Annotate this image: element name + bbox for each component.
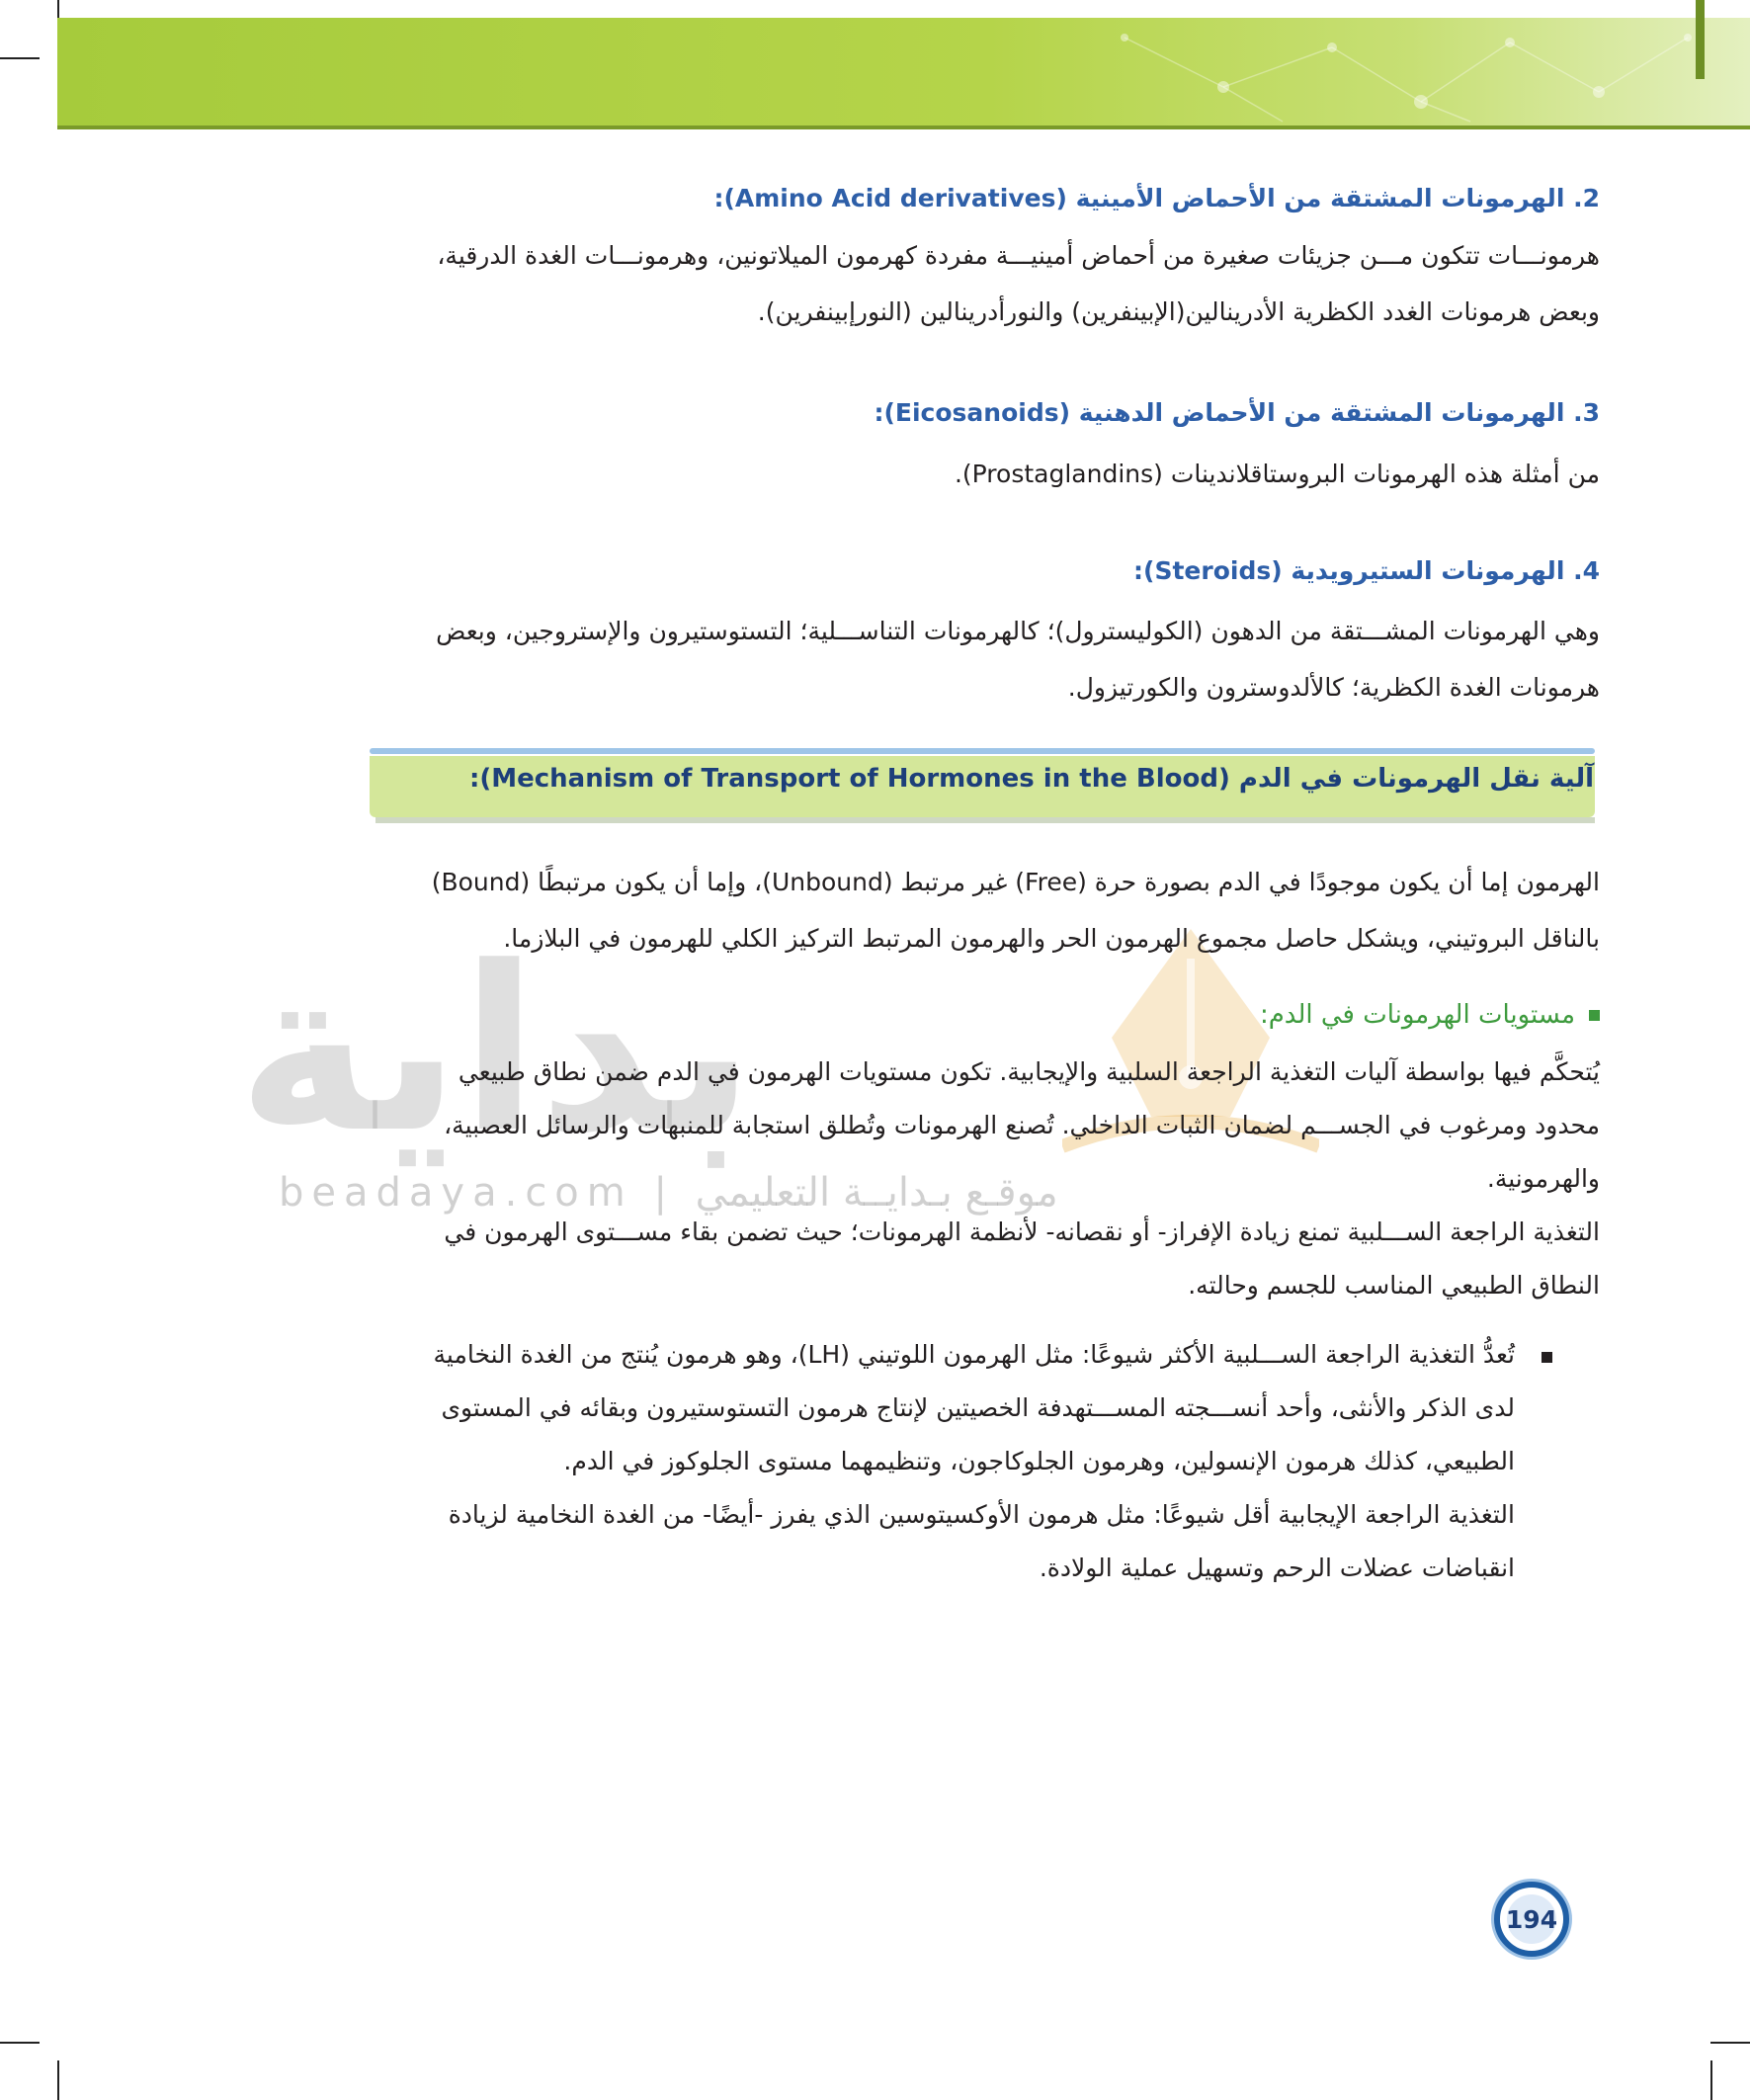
text-line: وهي الهرمونات المشـــتقة من الدهون (الكوليسترول)؛ كالهرمونات التناســـلية؛ التستوستيرون والإستروجين، وبعض — [436, 617, 1600, 645]
bullet-square-icon — [1542, 1352, 1552, 1363]
bullet-square-icon — [1589, 1010, 1600, 1021]
header-side-strip — [1696, 0, 1705, 79]
paragraph-transport — [254, 854, 1600, 966]
crop-mark — [0, 2042, 40, 2044]
paragraph-hormone-levels — [254, 1046, 1600, 1312]
header-band — [57, 18, 1750, 126]
heading-hormone-levels-text: مستويات الهرمونات في الدم: — [1259, 1000, 1575, 1030]
text-line: هرمونات الغدة الكظرية؛ كالألدوسترون والكورتيزول. — [1067, 673, 1600, 702]
heading-hormone-levels — [1260, 1000, 1600, 1030]
text-line: وبعض هرمونات الغدد الكظرية الأدرينالين(الإبينفرين) والنورأدرينالين (النورإبينفرين). — [757, 297, 1600, 326]
text-line: تُعدُّ التغذية الراجعة الســـلبية الأكثر شيوعًا: مثل الهرمون اللوتيني (LH)، وهو هرمون يُنتج من الغدة النخامية — [433, 1340, 1515, 1369]
paragraph-eicosanoids — [254, 446, 1600, 502]
page-number: 194 — [1507, 1894, 1556, 1944]
banner-shadow — [375, 817, 1595, 823]
text-line: والهرمونية. — [1486, 1164, 1600, 1193]
text-line: محدود ومرغوب في الجســـم لضمان الثبات الداخلي. تُصنع الهرمونات وتُطلق استجابة للمنبهات والرسائل العصبية، — [444, 1111, 1600, 1139]
paragraph-steroids — [254, 603, 1600, 715]
crop-mark — [1710, 2042, 1750, 2044]
heading-amino-acid: 2. الهرمونات المشتقة من الأحماض الأمينية (Amino Acid derivatives): — [713, 184, 1600, 212]
text-line: التغذية الراجعة الإيجابية أقل شيوعًا: مثل هرمون الأوكسيتوسين الذي يفرز -أيضًا- من الغدة النخامية لزيادة — [448, 1500, 1515, 1529]
paragraph-amino-acid — [254, 227, 1600, 340]
header-rule — [57, 126, 1750, 129]
crop-mark — [1710, 2060, 1712, 2100]
text-line: النطاق الطبيعي المناسب للجسم وحالته. — [1188, 1271, 1600, 1300]
text-line: لدى الذكر والأنثى، وأحد أنســـجته المســـتهدفة الخصيتين لإنتاج هرمون التستوستيرون وبقائه في المستوى — [441, 1393, 1515, 1422]
molecule-pattern-icon — [57, 18, 1750, 126]
text-line: من أمثلة هذه الهرمونات البروستاقلاندينات (Prostaglandins). — [954, 460, 1600, 488]
text-line: الهرمون إما أن يكون موجودًا في الدم بصورة حرة (Free) غير مرتبط (Unbound)، وإما أن يكون مرتبطًا (Bound) — [431, 868, 1600, 896]
text-line: هرمونـــات تتكون مـــن جزيئات صغيرة من أحماض أمينيـــة مفردة كهرمون الميلاتونين، وهرمونـــات الغدة الدرقية، — [437, 241, 1600, 270]
crop-mark — [57, 2060, 59, 2100]
watermark-site-text: beadaya.com | موقـع بـدايــة التعليمي — [279, 1170, 1058, 1216]
banner-title: آلية نقل الهرمونات في الدم (Mechanism of Transport of Hormones in the Blood): — [468, 764, 1594, 794]
text-line: انقباضات عضلات الرحم وتسهيل عملية الولادة. — [1039, 1554, 1515, 1582]
paragraph-feedback-examples — [254, 1328, 1515, 1595]
banner-top-accent — [370, 748, 1595, 754]
heading-steroids: 4. الهرمونات الستيرويدية (Steroids): — [1133, 556, 1600, 585]
text-line: الطبيعي، كذلك هرمون الإنسولين، وهرمون الجلوكاجون، وتنظيمهما مستوى الجلوكوز في الدم. — [563, 1447, 1515, 1475]
crop-mark — [0, 57, 40, 59]
watermark-logo-text: بداية — [237, 919, 755, 1183]
heading-eicosanoids: 3. الهرمونات المشتقة من الأحماض الدهنية (Eicosanoids): — [874, 398, 1600, 427]
text-line: بالناقل البروتيني، ويشكل حاصل مجموع الهرمون الحر والهرمون المرتبط التركيز الكلي للهرمون في البلازما. — [503, 924, 1600, 953]
text-line: يُتحكَّم فيها بواسطة آليات التغذية الراجعة السلبية والإيجابية. تكون مستويات الهرمون في الدم ضمن نطاق طبيعي — [458, 1057, 1600, 1086]
text-line: التغذية الراجعة الســـلبية تمنع زيادة الإفراز- أو نقصانه- لأنظمة الهرمونات؛ حيث تضمن بقاء مســـتوى الهرمون في — [444, 1218, 1600, 1246]
